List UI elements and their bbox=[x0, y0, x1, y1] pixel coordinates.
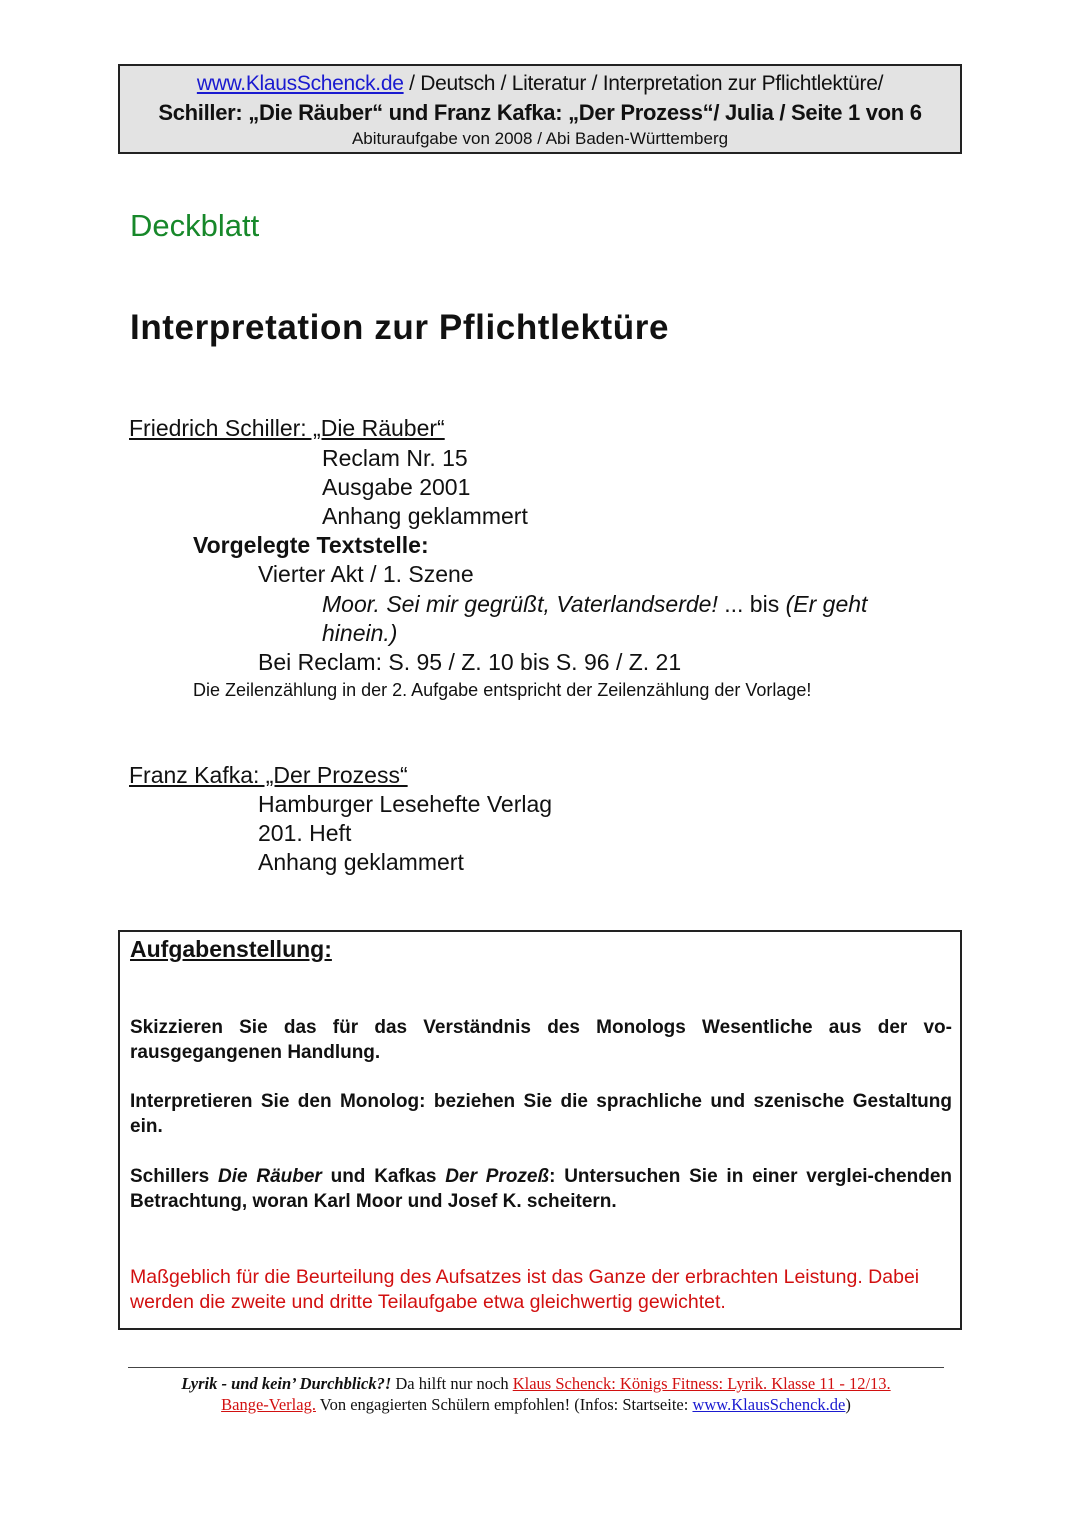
reclam-range: Bei Reclam: S. 95 / Z. 10 bis S. 96 / Z. 21 bbox=[258, 649, 682, 675]
task-3-part: : Untersuchen Sie in einer verglei-chenden Betrachtung, woran Karl Moor und Josef K. scheitern. bbox=[130, 1166, 952, 1212]
footer-site-link[interactable]: www.KlausSchenck.de bbox=[692, 1395, 846, 1414]
footer-text: Da hilft nur noch bbox=[391, 1374, 513, 1393]
site-link[interactable]: www.KlausSchenck.de bbox=[196, 72, 404, 95]
exam-note: Abituraufgabe von 2008 / Abi Baden-Württemberg bbox=[351, 129, 729, 148]
schiller-edition: Reclam Nr. 15 bbox=[322, 445, 468, 471]
task-3-part: Schillers bbox=[130, 1166, 218, 1187]
task-3 bbox=[130, 1164, 952, 1214]
schiller-year: Ausgabe 2001 bbox=[322, 474, 471, 500]
kafka-appendix: Anhang geklammert bbox=[258, 849, 464, 875]
book-link[interactable]: Klaus Schenck: Königs Fitness: Lyrik. Klasse 11 - 12/13. bbox=[512, 1374, 891, 1393]
footer-text: ) bbox=[845, 1395, 851, 1414]
passage-label: Vorgelegte Textstelle: bbox=[193, 532, 429, 558]
task-3-title-raeuber: Die Räuber bbox=[218, 1166, 322, 1187]
kafka-issue: 201. Heft bbox=[258, 820, 352, 846]
quote-end: (Er geht bbox=[785, 591, 868, 617]
passage-quote-line2: hinein.) bbox=[322, 620, 398, 646]
footer-text: Von engagierten Schülern empfohlen! (Infos: Startseite: bbox=[315, 1395, 693, 1414]
task-heading: Aufgabenstellung: bbox=[130, 936, 332, 962]
kafka-heading: Franz Kafka: „Der Prozess“ bbox=[129, 762, 408, 788]
task-2: Interpretieren Sie den Monolog: beziehen Sie die sprachliche und szenische Gestaltung ein. bbox=[130, 1091, 952, 1137]
page-title: Interpretation zur Pflichtlektüre bbox=[130, 308, 670, 347]
assessment-note: Maßgeblich für die Beurteilung des Aufsatzes ist das Ganze der erbrachten Leistung. Dabei werden die zweite und dritte Teilaufgabe etwa gleichwertig gewichtet. bbox=[130, 1266, 920, 1313]
publisher-link[interactable]: Bange-Verlag. bbox=[221, 1395, 316, 1414]
schiller-appendix: Anhang geklammert bbox=[322, 503, 528, 529]
breadcrumb bbox=[120, 71, 960, 97]
footer-divider bbox=[128, 1367, 944, 1368]
footer-lead: Lyrik - und kein’ Durchblick?! bbox=[181, 1374, 392, 1393]
breadcrumb-path: / Deutsch / Literatur / Interpretation zur Pflichtlektüre/ bbox=[403, 72, 884, 95]
task-3-part: und Kafkas bbox=[321, 1166, 446, 1187]
page-header bbox=[118, 64, 962, 154]
task-box bbox=[118, 930, 962, 1330]
quote-mid: ... bis bbox=[717, 591, 786, 617]
section-label: Deckblatt bbox=[130, 208, 260, 243]
passage-act: Vierter Akt / 1. Szene bbox=[258, 561, 474, 587]
quote-start: Moor. Sei mir gegrüßt, Vaterlandserde! bbox=[322, 591, 718, 617]
page-footer bbox=[128, 1373, 944, 1415]
task-1: Skizzieren Sie das für das Verständnis des Monologs Wesentliche aus der vo-rausgegangenen Handlung. bbox=[130, 1017, 952, 1063]
passage-quote-line1 bbox=[322, 590, 942, 619]
task-3-title-prozess: Der Prozeß bbox=[445, 1166, 550, 1187]
document-subtitle: Schiller: „Die Räuber“ und Franz Kafka: „Der Prozess“/ Julia / Seite 1 von 6 bbox=[158, 100, 922, 125]
kafka-publisher: Hamburger Lesehefte Verlag bbox=[258, 791, 553, 817]
line-count-note: Die Zeilenzählung in der 2. Aufgabe entspricht der Zeilenzählung der Vorlage! bbox=[193, 680, 812, 700]
schiller-heading: Friedrich Schiller: „Die Räuber“ bbox=[129, 415, 445, 441]
